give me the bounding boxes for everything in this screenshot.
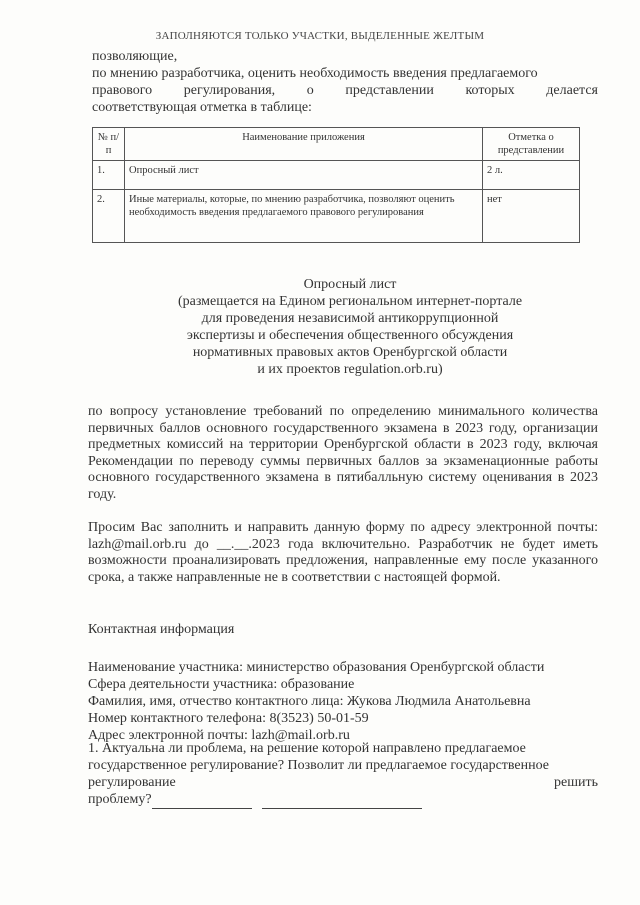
table-cell: 2 л. [483,161,580,190]
question-1-line-4: проблему? [88,791,598,809]
question-1-line-1: 1. Актуальна ли проблема, на решение которой направлено предлагаемое [88,741,526,756]
table-row [93,161,580,190]
col-header-name: Наименование приложения [125,128,483,161]
col-header-number: № п/п [93,128,125,161]
contact-line: Сфера деятельности участника: образование [88,677,355,692]
contacts-heading: Контактная информация [88,622,235,637]
table-cell: Опросный лист [125,161,483,190]
question-1 [88,740,598,809]
table-cell: 2. [93,190,125,243]
table-cell: Иные материалы, которые, по мнению разработчика, позволяют оценить необходимость введения предлагаемого правового регулирования [125,190,483,243]
question-1-line-3: регулирование решить [88,775,598,790]
survey-title: Опросный лист [303,277,397,292]
survey-subtitle-line: для проведения независимой антикоррупционной [201,311,499,326]
attachments-table [92,127,580,243]
answer-blank[interactable] [262,791,422,809]
request-paragraph: Просим Вас заполнить и направить данную форму по адресу электронной почты: lazh@mail.orb.ru до __.__.2023 года включительно. Разработчик не будет иметь возможности проанализировать предложения, направленные ему после указанного срока, а также направленные не в соответствии с настоящей формой. [88,520,598,585]
page-header: ЗАПОЛНЯЮТСЯ ТОЛЬКО УЧАСТКИ, ВЫДЕЛЕННЫЕ ЖЕЛТЫМ [155,30,485,42]
topic-paragraph: по вопросу установление требований по определению минимального количества первичных баллов основного государственного экзамена в 2023 году, организации предметных комиссий на территории Оренбургской области в 2023 году, включая Рекомендации по переводу суммы первичных баллов за экзаменационные работы основного государственного экзамена в пятибалльную систему оценивания в 2023 году. [88,404,598,502]
table-header-row [93,128,580,161]
survey-subtitle-line: (размещается на Едином региональном интернет-портале [177,294,523,309]
table-cell: 1. [93,161,125,190]
survey-subtitle-line: экспертизы и обеспечения общественного обсуждения [186,328,514,343]
table-row [93,190,580,243]
contact-line: Фамилия, имя, отчество контактного лица: Жукова Людмила Анатольевна [88,694,531,709]
table-cell: нет [483,190,580,243]
question-1-line-2: государственное регулирование? Позволит ли предлагаемое государственное [88,758,550,773]
survey-subtitle-line: нормативных правовых актов Оренбургской области [192,345,508,360]
intro-line-1: позволяющие, [92,49,178,64]
intro-line-3: правового регулирования, о представлении которых делается [92,83,598,98]
contacts-block [88,659,598,744]
survey-subtitle-line: и их проектов regulation.orb.ru) [257,362,443,377]
intro-line-2: по мнению разработчика, оценить необходимость введения предлагаемого [92,66,538,81]
contact-line: Наименование участника: министерство образования Оренбургской области [88,660,545,675]
col-header-mark: Отметка о представлении [483,128,580,161]
answer-blank[interactable] [152,791,252,809]
intro-line-4: соответствующая отметка в таблице: [92,100,312,115]
survey-title-block [120,276,580,378]
intro-text [92,48,598,116]
contact-line: Номер контактного телефона: 8(3523) 50-01-59 [88,711,369,726]
contact-line: Адрес электронной почты: lazh@mail.orb.ru [88,728,350,743]
